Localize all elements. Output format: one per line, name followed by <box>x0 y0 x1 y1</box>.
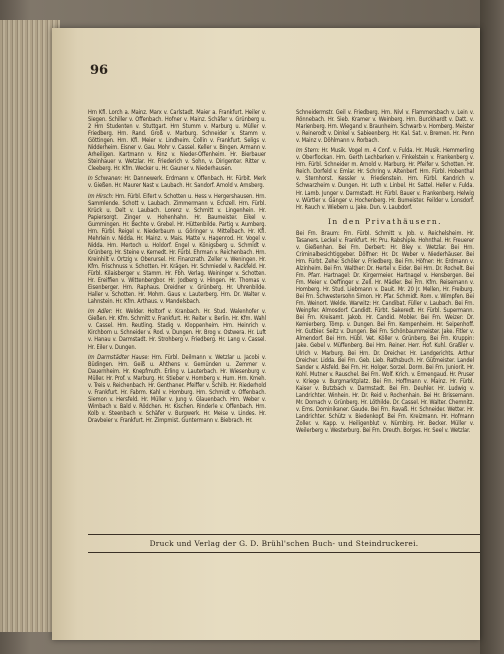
printer-imprint: Druck und Verlag der G. D. Brühl'schen Buch- und Steindruckerei. <box>149 539 419 548</box>
paragraph <box>88 194 266 307</box>
paragraph <box>296 148 474 211</box>
guest-list-text: Bei Frn. Braum: Frn. Fürbl. Schmitt v. Job. v. Reichelsheim. Hr. Tasaners. Leckel v. Frankfurt. Hr. Pru. Rabshiple. Hohnthal. Hr. Freuerer v. Gießenhan. Bei Frn. Derbert: Hr. Bley v. Wetzlar. Bei Hrn. Criminalbesichtiggeber. Dölfner: Hr. Dr. Weber v. Niederhäuser. Bei Hrn. Fürbt. Zehe: Schöler v. Friedberg. Bei Frn. Höfner: Hr. Erdmann v. Alzinheim. Bei Frn. Walther: Dr. Hertel v. Eider. Bei Hrn. Dr. Rochelt. Bei Frn. Pfarr. Hartnagel: Dr. Kirgermeier. Hartnagel v. Hensbergen. Bei Frn. Meier v. Oeffinger v. Zell. Hr. Mädler. Bei Frn. Kfm. Reisemann v. Homberg. Hr. Stud. Liebmann v. Dauit. Mr. 20 Jr. Mellen, Hr. Freiburg. Bei Frn. Schwestersohn Simon. Hr. Pfar. Schmidt. Rom. v. Wimpfen. Bei Frn. Weinort. Welde. Warwitz: Hr. Candibat. Füller v. Laubach. Bei Frn. Weinpfer. Almosdorf. Candidt. Fürbt. Sakeredt. Hr. Fürbl. Supermann. Bei Frn. Kreisamt. Jakob. Hr. Candid. Mobler. Bei Frn. Weizer: Dr. Kemierberg. Tömp. v. Dungen. Bei Frn. Kempenheim. Hr. Seipenhoff. Hr. Gutbier. Seitz v. Dungen. Bei Frn. Schönbaummeister. Jake. Fitler v. Almendorf. Bei Hrn. Hübl. Vet. Köller v. Grünberg. Bei Frn. Kruppin: Jake. Gebel v. Müffenberg. Bei Hrn. Reiner. Herr. Hof. Kuhl. Graßler v. Ulrich v. Marburg. Bei Hrn. Dr. Dreicher. Hr. Landgerichts. Arthur Dreicher. Lidda. Bei Frn. Geb. Lieb. Rathsbuch. Hr. Gütmeister. Landel Sander v. Alsfeld. Bei Frn. Hr. Holger. Sorzel. Dorm. Bei Frn. Juniorit. Hr. Kohl. Mutner v. Rauschel. Bei Frn. Wolf. Krich. v. Ermengaud. Hr. Pruser v. Kriege v. Burgmarktplatz. Bei Frn. Hoffmann v. Mainz. Hr. Fürbl. Kaiser v. Butzbach v. Darmstadt. Bei Frn. Deuhler. Hr. Ludwig v. Landrichter. Winhein. Hr. Dr. Reid v. Rochenhain. Bei Hr. Brissemann. Mr. Dornach v. Grünberg. Hr. Löthilde. Dr. Cassel. Hr. Walter. Chemnitz. v. Ems. Dominikaner. Gaude. Bei Frn. Ravaß. Hr. Schneider. Wetter. Hr. Landrichter. Schütz v. Biedenkopf. Bei Frn. Kreizmann. Hr. Hofmann Zoller. v. Kapp. v. Heiligenblut v. Nürnbirg. Hr. Becker. Müller v. Weilerberg v. Westerburg. Bei Frn. Dreuth. Borges. Hr. Seel v. Wetzlar. <box>296 230 474 435</box>
paragraph <box>88 355 266 425</box>
section-heading: In den Privathäusern. <box>327 216 443 226</box>
inn-name: Im Hirsch: <box>88 193 116 200</box>
left-column <box>88 110 266 428</box>
guest-list-text: Hr. Musik. Vogel m. 4 Conf. v. Fulda. Hr. Musik. Hemmerling v. Oberflockan. Hrn. Gerth Lechbarken v. Finkelstein v. Frankenberg v. Hrn. Fürbl. Schneider m. Arnold v. Marburg. Hr. Pfeifer v. Schotten. Hr. Reich. Dorfeld v. Emlar. Hr. Schring v. Altenberf. Hrn. Fürbl. Hobenthal v. Sternhorst. Kessler v. Friedenstein. Hrn. Fürbl. Kandrich v. Schwarzheim v. Dungen. Hr. Luth v. Linbel. Hr. Sattel. Heller v. Fulda. Hr. Lamb. Junger v. Darmstadt. Hr. Fürbl. Bauer v. Frankenberg. Helwig v. Würtler v. Gänger v. Hochenberg. Hr. Bumeister. Feilder v. Lonsdorf. Hr. Rauch v. Wiebern u. Jake. Dun. v. Laubdorf. <box>296 148 474 211</box>
guest-list-text: Hrn. Fürbl. Eifert v. Schotten u. Hess v. Hergershausen. Hrn. Sammlende. Schott v. Laubach. Zimmermann v. Echzell. Hrn. Fürbl. Krück u. Delt v. Laubach. Lorenz v. Schmitt v. Lingenhein. Hr. Papiersorgt. Zinger v. Hohenhahn. Hr. Baumeister. Eikel v. Gummingen. Hr. Bechte v. Grebel. Hr. Hüttenbilde. Partig v. Aumberg. Hrn. Fürbl. Reigel v. Niederbaum u. Göringer v. Mittelbach. Hr. Kfl. Mehrlein v. Nidda. Hr. Mainz. v. Mais. Matte v. Hagenrod. Hr. Vogel v. Nidda. Hrn. Mertoch u. Holdorf. Engel v. Königsberg u. Schmidt v. Grünberg. Hr. Steine v. Kernedt. Hr. Fürbl. Ehrman v. Reichenbach. Hrn. Kreinhilt v. Ortzig v. Oberursel. Hr. Finanzrath. Zeller v. Weningen. Hr. Kfm. Frischnuss v. Schotten. Hr. Krägen. Hr. Schmiedel v. Rackfeld. Hr. Fürbl. Kilaisberger v. Stamm. Hr. Fbh. Verlag. Weininger v. Schotten. Hr. Ereiffien v. Wittenbergbor. Hr. Jodberg v. Hingen. Hr. Thomas v. Eisenberger. Hrn. Raphaus. Dreidner v. Grünberg. Hr. Uhrenbilde. Haller v. Schotten. Hr. Mohrn. Gaus v. Lauterberg. Hrn. Dr. Walter v. Lahnstein. Hr. Kfm. Arthaus. v. Mandelsbach. <box>88 193 266 306</box>
guest-list-text: Hr. Welder. Holtorf v. Kranbach. Hr. Stud. Walenhofer v. Gießen. Hr. Kfm. Schmitt v. Frankfurt. Hr. Reiter v. Berlin. Hr. Kfm. Wahl v. Cassel. Hrn. Reutling. Stadig v. Kloppenheim. Hrn. Heinrich v. Kirchborn u. Schneider v. Rod. v. Dungen. Hr. Brog v. Ostwera. Hr. Luft v. Hanau v. Darmstadt. Hr. Strohberg v. Friedberg. Hr. Lang v. Cassel. Hr. Eiler v. Dungen. <box>88 309 267 351</box>
right-column <box>296 110 474 438</box>
guest-list-text: Hrn. Fürbl. Deilmann v. Wetzlar u. Jacobi v. Büdingen. Hrn. Geiß u. Ahthens v. Gemünden u. Zemmer v. Dauernheim. Hr. Knepfmuth. Erling v. Lauterbach. Hr. Wiesenburg v. Müller. Hr. Prof. v. Marburg. Hr. Stieber v. Homberg v. Hum. Hrn. Kmeh. v. Treis v. Reichenbach. Hr. Genthaner. Pfeiffer v. Schilb. Hr. Riederhold v. Frankfurt. Hr. Fabrm. Kahl v. Homburg. Hrn. Schmidt v. Offenbach. Siemon v. Hersfeld. Hr. Müller v. Jung v. Glauenbach. Hrn. Weber v. Wimbach v. Bald v. Rödchen. Hr. Kischen. Rinderle v. Offenbach. Hrn. Kolb v. Steenbach v. Schäfer v. Burgwerk. Hr. Meise v. Lindes. Hr. Dravbeier v. Frankfurt. Hr. Zimpmist. Guntermann v. Biebrach. Hr. <box>88 354 266 424</box>
paragraph <box>88 110 266 173</box>
guest-list-text: Hr. Dannewerk. Erdmann v. Offenbach. Hr. Fürbit. Merk v. Gießen. Hr. Maurer Nast v. Laubach. Hr. Sandorf. Arnold v. Arnsberg. <box>88 176 266 190</box>
inn-name: In Schwanen: <box>88 176 125 183</box>
inn-name: Im Darmstädter Hause: <box>88 354 152 361</box>
guest-list-text: Schneidermstr. Geil v. Friedberg. Hrn. Nivl v. Flammersbach v. Lein v. Rönnebach. Hr. Sieb. Kramer v. Weinberg. Hrn. Burckhardt v. Datt. v. Marienberg. Hrn. Wiegand v. Braunheim. Schwarb v. Homberg. Meister v. Reinerodt v. Dinkel v. Sabieenberg. Hr. Kal. Sat. v. Bremen. Hr. Penn v. Mainz v. Döhlmann v. Rorbach. <box>296 110 474 145</box>
inn-name: Im Stern: <box>296 148 322 155</box>
footer-rule-bottom <box>88 552 480 553</box>
scan-edge <box>480 0 504 654</box>
book-page <box>52 28 480 640</box>
paragraph <box>296 110 474 145</box>
book-gutter-pages <box>0 20 60 632</box>
inn-name: Im Adler: <box>88 309 116 316</box>
footer-rule-top <box>88 534 480 535</box>
page-number: 96 <box>90 63 109 78</box>
guest-list-text: Hrn Kfl. Lorch a. Mainz. Marx v. Carlstadt. Maier a. Frankfurt. Heiler v. Siegen. Schiller v. Offenbach. Hofner v. Mainz. Schäfer v. Grünberg u. 2 Hrn Studenten v. Stuttgart. Hrn Stumm v. Marburg u. Müller v. Friedberg. Hrn. Rand. Groß v. Marburg. Schneider v. Stamm v. Göttingen. Hrn. Kfl. Meier v. Lindheim. Collin v. Frankfurt. Seligs v. Nidderheim. Eisner v. Gau. Mohr v. Cassel. Keller v. Bingen. Armann v. Arheiligen. Kartmann v. Rinz v. Nieder-Offenheim. Hr. Bierbauer Steinhauer v. Wetzlar. Hr. Friederich v. Sohn, v. Dirigenter. Ritter v. Cleeberg. Hr. Kfm. Wecker u. Hr. Gauner v. Niederhausen. <box>88 110 266 173</box>
paragraph <box>296 231 474 435</box>
paragraph <box>88 309 266 351</box>
paragraph <box>88 176 266 190</box>
